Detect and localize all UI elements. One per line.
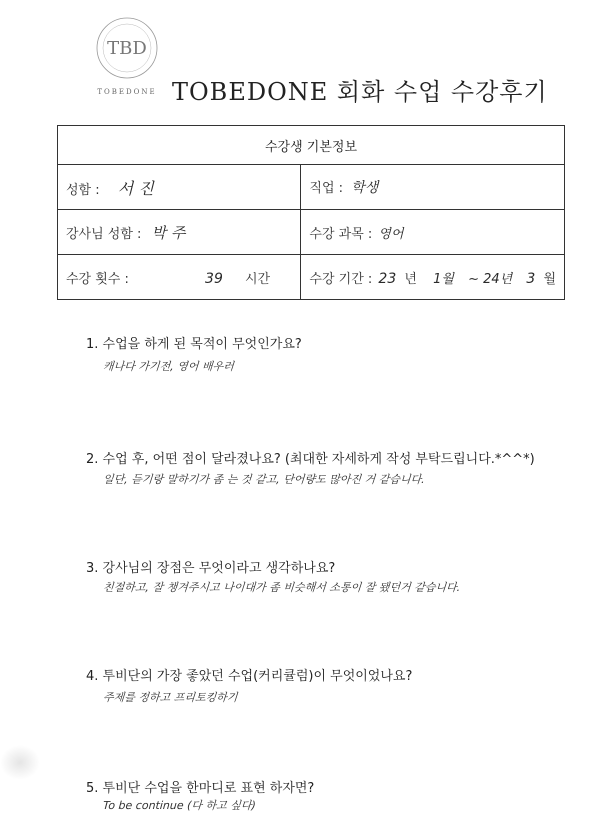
teacher-cell (58, 210, 301, 255)
job-cell (301, 165, 565, 210)
period-end-month: 3 (526, 270, 536, 287)
period-cell (301, 255, 565, 300)
question-5: 5. 투비단 수업을 한마디로 표현 하자면? (86, 781, 315, 796)
answer-4: 주제를 정하고 프리토킹하기 (102, 691, 238, 704)
period-start-year: 23 (378, 270, 397, 287)
count-cell (58, 255, 301, 300)
count-label: 수강 횟수 : (66, 271, 129, 287)
course-label: 수강 과목 : (309, 226, 373, 242)
question-1: 1. 수업을 하게 된 목적이 무엇인가요? (86, 337, 302, 352)
teacher-value: 박 주 (151, 223, 186, 242)
period-separator: ~ (468, 271, 479, 287)
course-cell (301, 210, 565, 255)
period-end-year: 24년 (483, 271, 513, 287)
name-value: 서 진 (117, 178, 154, 198)
answer-3: 친절하고, 잘 챙겨주시고 나이대가 좀 비슷해서 소통이 잘 됐던거 같습니다. (102, 581, 461, 594)
period-year-unit: 년 (404, 271, 417, 287)
svg-text:TOBEDONE: TOBEDONE (97, 88, 157, 96)
count-value: 39 (205, 270, 223, 287)
answer-1: 캐나다 가기전, 영어 배우러 (102, 360, 235, 373)
name-cell (58, 165, 301, 210)
course-value: 영어 (378, 226, 404, 242)
answer-2: 일단, 듣기랑 말하기가 좀 는 것 같고, 단어량도 많아진 거 같습니다. (102, 473, 426, 486)
name-label: 성함 : (66, 182, 100, 198)
paper-smudge (0, 745, 40, 780)
info-header: 수강생 기본정보 (58, 126, 565, 165)
period-start-month: 1월 (433, 271, 454, 287)
period-month-unit: 월 (543, 271, 556, 287)
job-label: 직업 : (309, 181, 344, 196)
teacher-label: 강사님 성함 : (66, 226, 142, 242)
count-unit: 시간 (245, 271, 271, 287)
answer-5: To be continue (다 하고 싶다) (102, 799, 257, 812)
question-3: 3. 강사님의 장점은 무엇이라고 생각하나요? (86, 561, 336, 576)
job-value: 학생 (351, 180, 379, 196)
question-2: 2. 수업 후, 어떤 점이 달라졌나요? (최대한 자세하게 작성 부탁드립니다.*^^*) (86, 452, 535, 467)
brand-logo (82, 8, 172, 98)
student-info-table (57, 125, 565, 300)
page-title: TOBEDONE 회화 수업 수강후기 (172, 78, 548, 106)
question-4: 4. 투비단의 가장 좋았던 수업(커리큘럼)이 무엇이었나요? (86, 669, 413, 684)
period-label: 수강 기간 : (309, 271, 373, 287)
svg-text:TBD: TBD (107, 38, 147, 59)
